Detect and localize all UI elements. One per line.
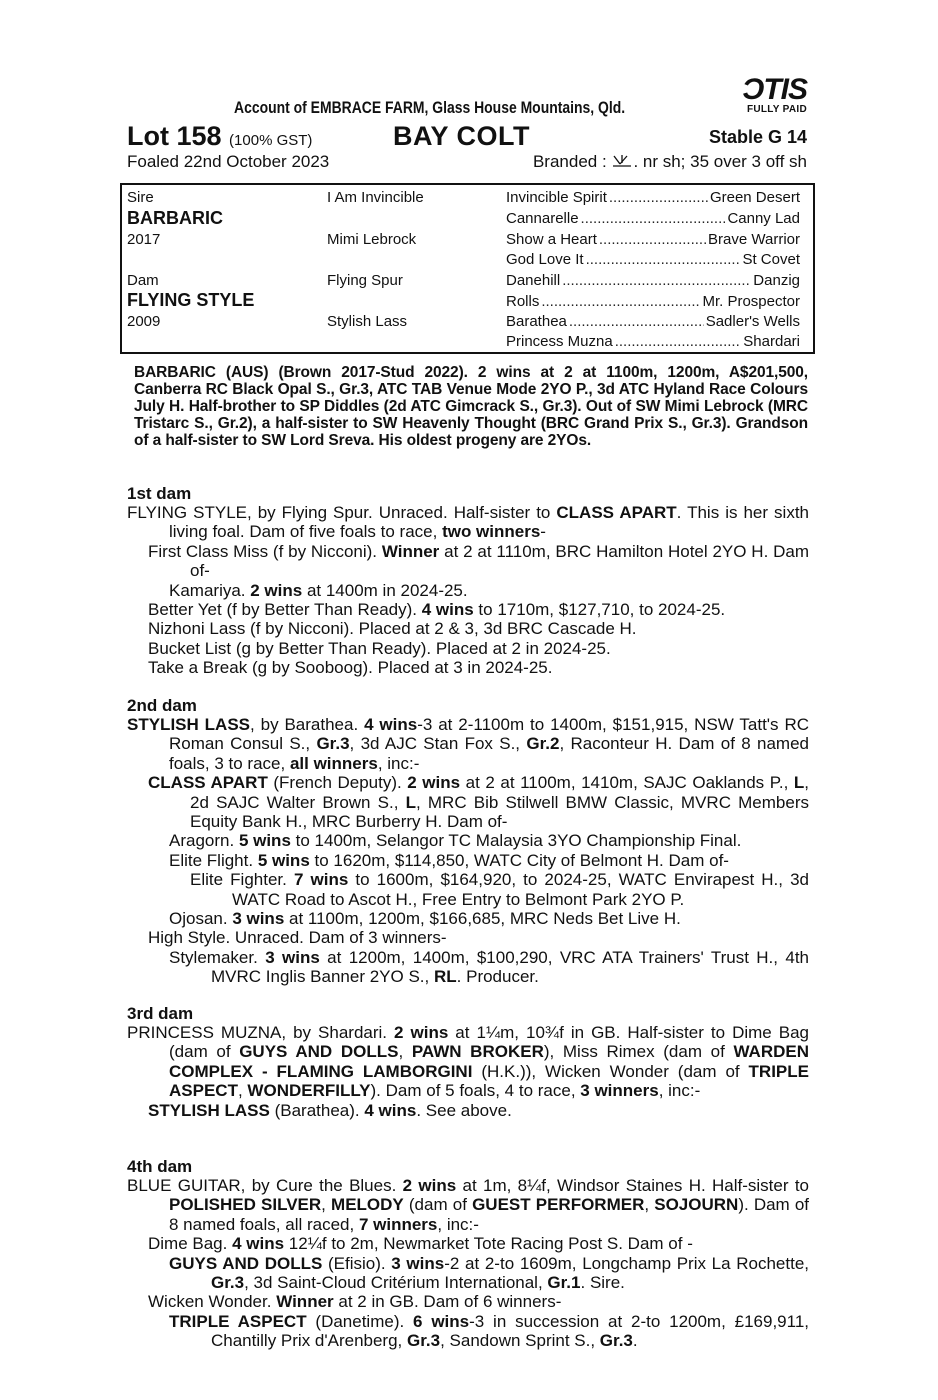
second-dam-section [127, 696, 809, 987]
family-entry: Stylemaker. 3 wins at 1200m, 1400m, $100,290, VRC ATA Trainers' Trust H., 4th MVRC Inglis Banner 2YO S., RL. Producer. [169, 947, 809, 987]
grandparent-row: Danehill ..... Danzig [506, 272, 800, 289]
family-entry: Better Yet (f by Better Than Ready). 4 wins to 1710m, $127,710, to 2024-25. [148, 600, 726, 620]
horse-description: BAY COLT [393, 121, 531, 151]
family-entry: Kamariya. 2 wins at 1400m in 2024-25. [169, 580, 468, 600]
family-entry: High Style. Unraced. Dam of 3 winners- [148, 928, 447, 948]
dam-dam: Stylish Lass [327, 313, 408, 330]
sire-sire: I Am Invincible [327, 189, 424, 206]
family-entry: Bucket List (g by Better Than Ready). Placed at 2 in 2024-25. [148, 638, 611, 658]
first-dam-section [127, 484, 809, 678]
family-entry: Wicken Wonder. Winner at 2 in GB. Dam of 6 winners- [148, 1292, 562, 1312]
family-entry: CLASS APART (French Deputy). 2 wins at 2 at 1100m, 1410m, SAJC Oaklands P., L, 2d SAJC Walter Brown S., L, MRC Bib Stilwell BMW Classic, MVRC Members Equity Bank H., MRC Burberry H. Dam of- [148, 773, 809, 832]
fully-paid-label: FULLY PAID [746, 104, 807, 115]
grandparent-row: Barathea ..... Sadler's Wells [506, 313, 800, 330]
sire-label: Sire [127, 189, 154, 206]
dam-label: Dam [127, 272, 159, 289]
lot-line [127, 121, 809, 151]
dam-heading: 2nd dam [127, 696, 197, 715]
vendor-account: Account of EMBRACE FARM, Glass House Mountains, Qld. [234, 98, 626, 117]
pedigree-table [120, 183, 815, 354]
grandparent-row: Invincible Spirit ..... Green Desert [506, 189, 800, 206]
dam-heading: 4th dam [127, 1157, 193, 1176]
grandparent-row: Cannarelle ..... Canny Lad [506, 210, 800, 227]
dam-name: FLYING STYLE [127, 290, 255, 310]
grandparent-row: Rolls ..... Mr. Prospector [506, 293, 800, 310]
stable-location: Stable G 14 [708, 127, 807, 147]
lot-number: Lot 158 (100% GST) [127, 121, 313, 151]
grandparent-row: God Love It ..... St Covet [506, 251, 800, 268]
brand-description: Branded : . nr sh; 35 over 3 off sh [532, 152, 807, 171]
brand-mark-icon [611, 154, 633, 168]
family-entry: BLUE GUITAR, by Cure the Blues. 2 wins at 1m, 8¼f, Windsor Staines H. Half-sister to POLISHED SILVER, MELODY (dam of GUEST PERFORMER, SOJOURN). Dam of 8 named foals, all raced, 7 winners, inc:- [127, 1176, 810, 1234]
family-entry: Take a Break (g by Sooboog). Placed at 3 in 2024-25. [148, 658, 553, 678]
gst-note: (100% GST) [229, 132, 313, 149]
family-entry: GUYS AND DOLLS (Efisio). 3 wins-2 at 2-to 1609m, Longchamp Prix La Rochette, Gr.3, 3d Saint-Cloud Critérium International, Gr.1. Sire. [169, 1253, 809, 1293]
sire-dam: Mimi Lebrock [327, 231, 417, 248]
sire-summary: BARBARIC (AUS) (Brown 2017-Stud 2022). 2 wins at 2 at 1100m, 1200m, A$201,500, Canberra RC Black Opal S., Gr.3, ATC TAB Venue Mode 2YO P., 3d ATC Hyland Race Colours July H. Half-brother to SP Diddles (2d ATC Gimcrack S., Gr.3). Out of SW Mimi Lebrock (MRC Tristarc S., Gr.2), a half-sister to SW Heavenly Thought (BRC Grand Prix S., Gr.3). Grandson of a half-sister to SW Lord Sreva. His oldest progeny are 2YOs. [134, 364, 808, 449]
fourth-dam-section [127, 1157, 809, 1351]
third-dam-section [127, 1004, 809, 1120]
foaled-date: Foaled 22nd October 2023 [127, 152, 330, 171]
family-entry: Aragorn. 5 wins to 1400m, Selangor TC Malaysia 3YO Championship Final. [169, 831, 742, 851]
family-entry: Dime Bag. 4 wins 12¼f to 2m, Newmarket Tote Racing Post S. Dam of - [148, 1234, 693, 1254]
family-entry: STYLISH LASS (Barathea). 4 wins. See above. [148, 1100, 512, 1120]
family-entry: STYLISH LASS, by Barathea. 4 wins-3 at 2-1100m to 1400m, $151,915, NSW Tatt's RC Roman Consul S., Gr.3, 3d AJC Stan Fox S., Gr.2, Raconteur H. Dam of 8 named foals, 3 to race, all winners, inc:- [127, 715, 809, 773]
family-entry: FLYING STYLE, by Flying Spur. Unraced. Half-sister to CLASS APART. This is her sixth living foal. Dam of five foals to race, two winners- [127, 503, 810, 542]
grandparent-row: Show a Heart ..... Brave Warrior [506, 231, 800, 248]
dam-year: 2009 [127, 313, 161, 330]
sire-year: 2017 [127, 231, 161, 248]
family-entry: Ojosan. 3 wins at 1100m, 1200m, $166,685, MRC Neds Bet Live H. [169, 909, 681, 929]
dam-heading: 1st dam [127, 484, 192, 503]
otis-logo [717, 73, 807, 116]
sire-name: BARBARIC [127, 208, 223, 228]
otis-logo-mark: ƆTIS [742, 73, 807, 106]
dam-heading: 3rd dam [127, 1004, 194, 1023]
family-entry: TRIPLE ASPECT (Danetime). 6 wins-3 in succession at 2-to 1200m, £169,911, Chantilly Prix d'Arenberg, Gr.3, Sandown Sprint S., Gr.3. [169, 1311, 810, 1351]
family-entry: PRINCESS MUZNA, by Shardari. 2 wins at 1¼m, 10¾f in GB. Half-sister to Dime Bag (dam of GUYS AND DOLLS, PAWN BROKER), Miss Rimex (dam of WARDEN COMPLEX - FLAMING LAMBORGINI (H.K.)), Wicken Wonder (dam of TRIPLE ASPECT, WONDERFILLY). Dam of 5 foals, 4 to race, 3 winners, inc:- [127, 1023, 809, 1101]
family-entry: First Class Miss (f by Nicconi). Winner at 2 at 1110m, BRC Hamilton Hotel 2YO H. Dam of- [148, 541, 809, 581]
family-entry: Nizhoni Lass (f by Nicconi). Placed at 2 & 3, 3d BRC Cascade H. [148, 619, 637, 639]
family-entry: Elite Flight. 5 wins to 1620m, $114,850, WATC City of Belmont H. Dam of- [169, 850, 729, 870]
family-entry: Elite Fighter. 7 wins to 1600m, $164,920, to 2024-25, WATC Envirapest H., 3d WATC Road to Ascot H., Free Entry to Belmont Park 2YO P. [190, 870, 810, 909]
dam-sire: Flying Spur [327, 272, 403, 289]
grandparent-row: Princess Muzna ..... Shardari [506, 333, 800, 350]
